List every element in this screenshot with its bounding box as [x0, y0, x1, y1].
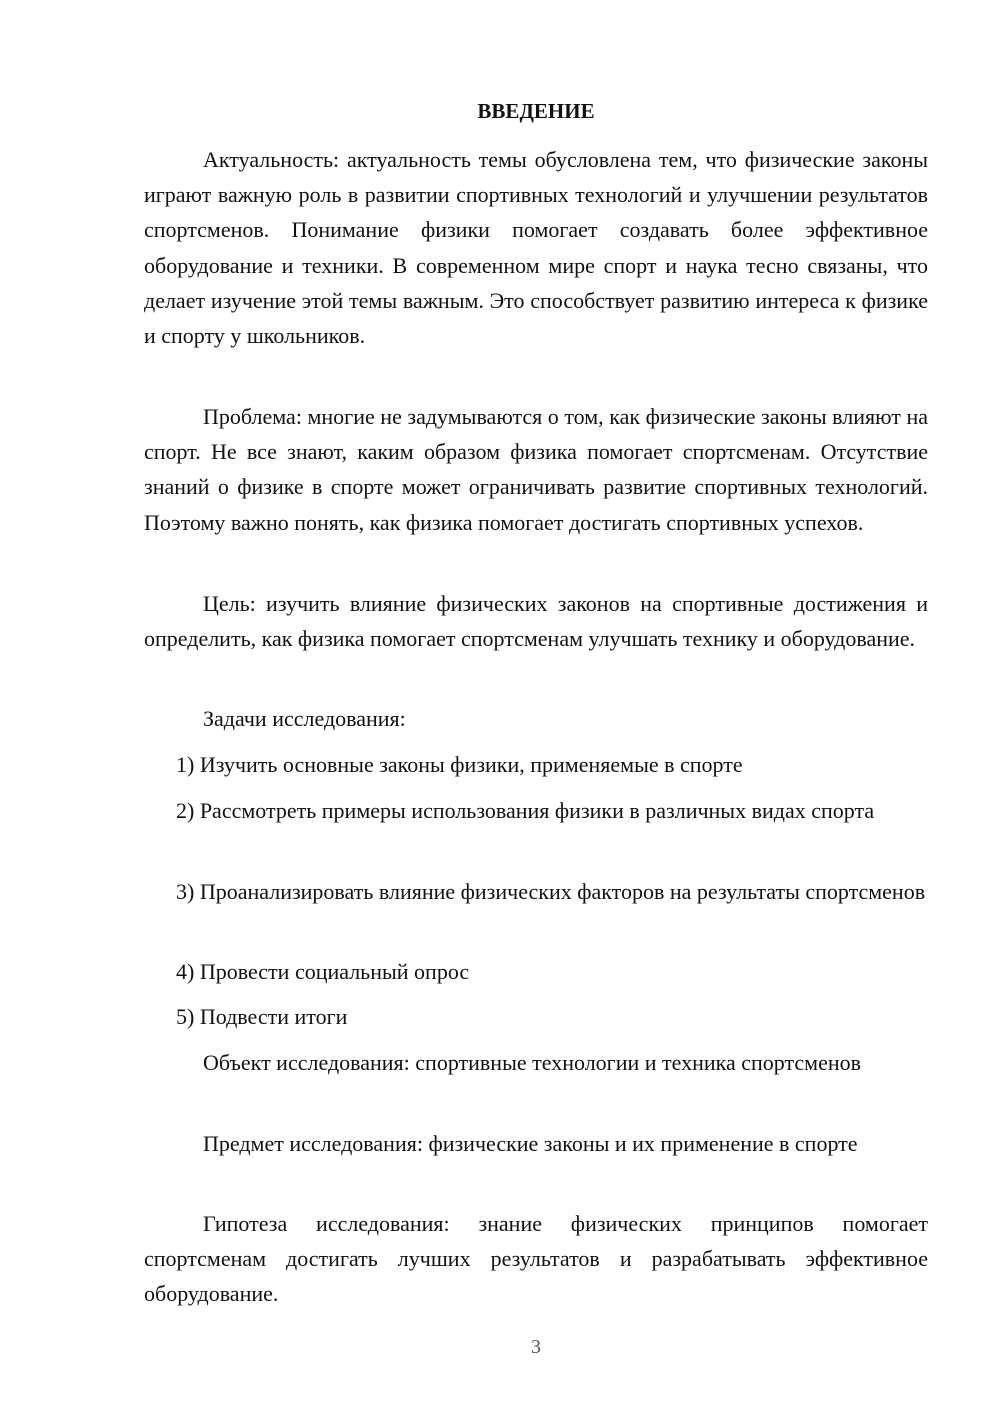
task-item-2: 2) Рассмотреть примеры использования физики в различных видах спорта	[176, 798, 875, 823]
paragraph-subject: Предмет исследования: физические законы и их применение в спорте	[203, 1131, 858, 1156]
paragraph-goal: Цель: изучить влияние физических законов на спортивные достижения и определить, как физика помогает спортсменам улучшать технику и оборудование.	[144, 591, 928, 652]
section-heading: ВВЕДЕНИЕ	[477, 99, 595, 123]
task-item-4: 4) Провести социальный опрос	[176, 959, 470, 984]
task-item-5: 5) Подвести итоги	[176, 1004, 348, 1029]
document-page	[144, 0, 928, 1414]
task-item-1: 1) Изучить основные законы физики, применяемые в спорте	[176, 752, 743, 777]
task-item-3: 3) Проанализировать влияние физических факторов на результаты спортсменов	[176, 879, 926, 904]
page-number: 3	[531, 1336, 541, 1358]
paragraph-object: Объект исследования: спортивные технологии и техника спортсменов	[203, 1050, 862, 1075]
tasks-title: Задачи исследования:	[203, 706, 406, 731]
paragraph-relevance: Актуальность: актуальность темы обусловлена тем, что физические законы играют важную роль в развитии спортивных технологий и улучшении результатов спортсменов. Понимание физики помогает создавать более эффективное оборудование и техники. В современном мире спорт и наука тесно связаны, что делает изучение этой темы важным. Это способствует развитию интереса к физике и спорту у школьников.	[144, 147, 928, 349]
paragraph-problem: Проблема: многие не задумываются о том, как физические законы влияют на спорт. Не все знают, каким образом физика помогает спортсменам. Отсутствие знаний о физике в спорте может ограничивать развитие спортивных технологий. Поэтому важно понять, как физика помогает достигать спортивных успехов.	[144, 404, 928, 535]
paragraph-hypothesis: Гипотеза исследования: знание физических принципов помогает спортсменам достигать лучших результатов и разрабатывать эффективное оборудование.	[144, 1211, 928, 1307]
